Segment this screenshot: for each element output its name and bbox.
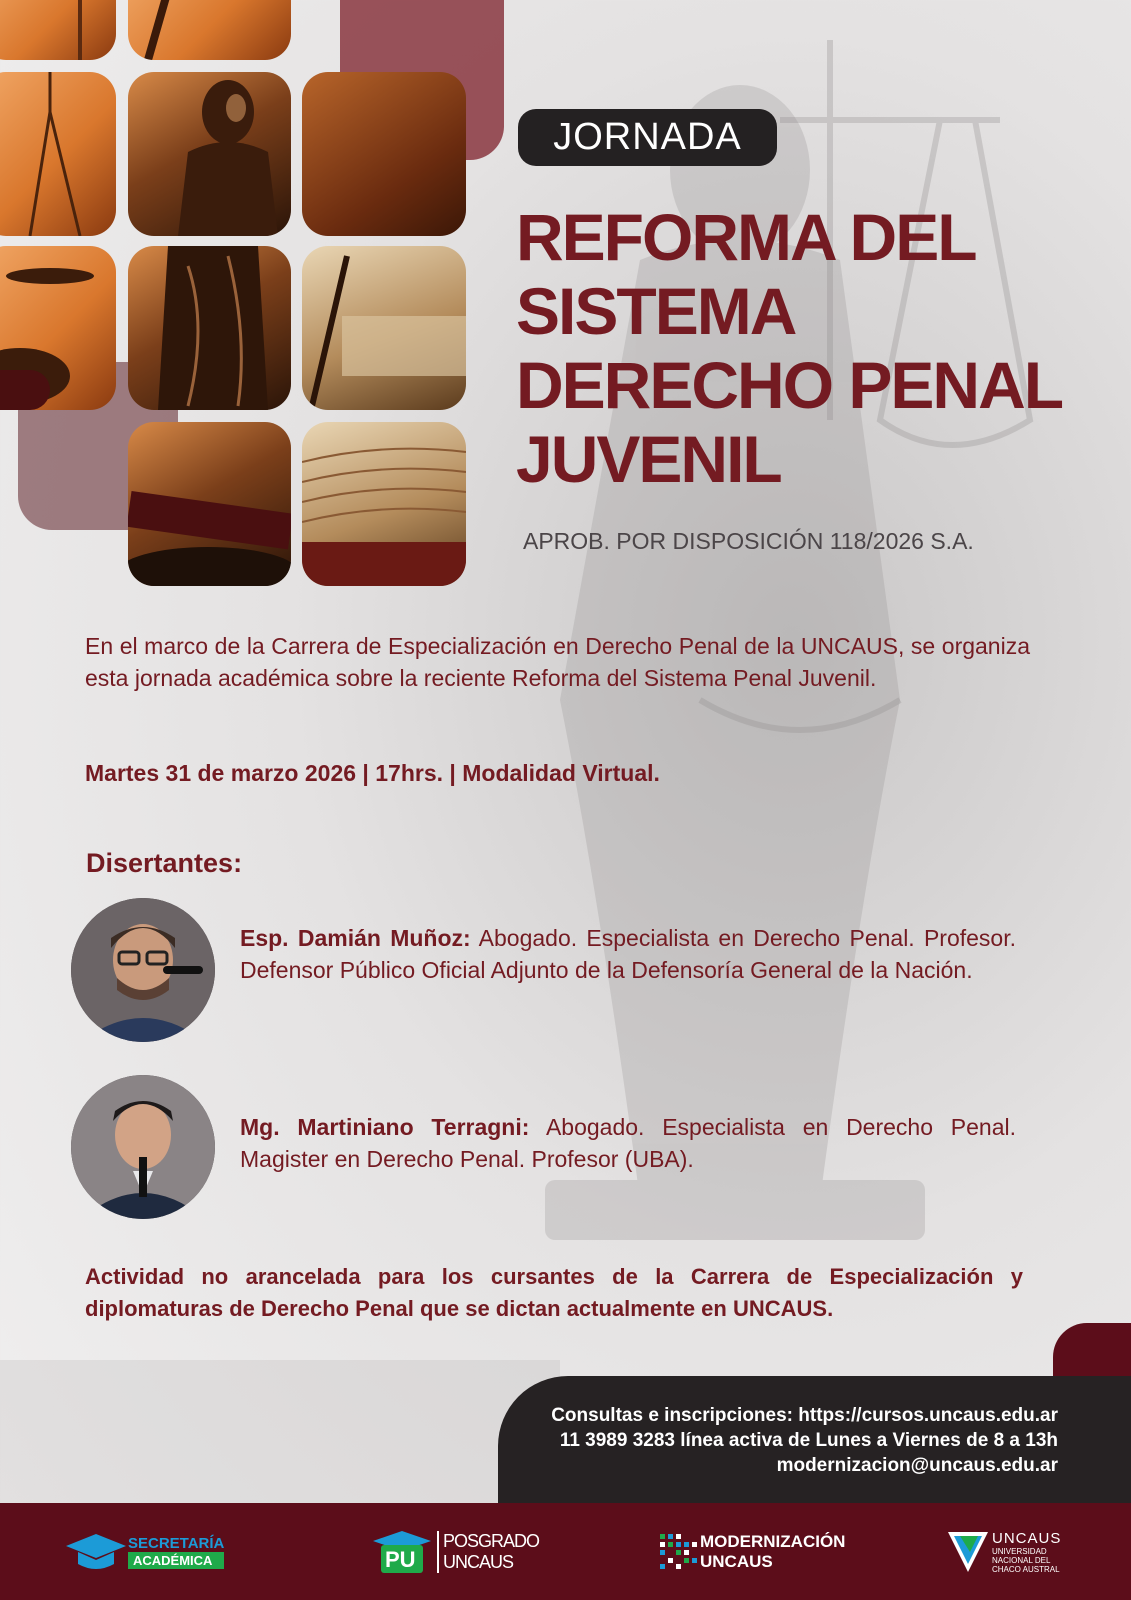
title-line-3: DERECHO PENAL — [516, 348, 1063, 422]
collage-tile-gavel — [128, 422, 291, 586]
collage-tile-scale — [0, 72, 116, 236]
contact-email[interactable]: modernizacion@uncaus.edu.ar — [776, 1455, 1058, 1476]
speaker-1-text — [240, 922, 1016, 986]
intro-paragraph: En el marco de la Carrera de Especialización en Derecho Penal de la UNCAUS, se organiza esta jornada académica sobre la reciente Reforma del Sistema Penal Juvenil. — [85, 633, 1030, 691]
speaker-2-bio: Abogado. Especialista en Derecho Penal. Magister en Derecho Penal. Profesor (UBA). — [240, 1114, 1016, 1172]
uncaus-name: UNCAUS — [992, 1529, 1062, 1547]
approval-text: APROB. POR DISPOSICIÓN 118/2026 S.A. — [523, 528, 974, 554]
contact-phone: 11 3989 3283 línea activa de Lunes a Viernes de 8 a 13h — [559, 1430, 1058, 1451]
free-activity-note: Actividad no arancelada para los cursantes de la Carrera de Especialización y diplomaturas de Derecho Penal que se dictan actualmente en UNCAUS. — [85, 1264, 1023, 1321]
speaker-2-text — [240, 1111, 1016, 1175]
event-details: Martes 31 de marzo 2026 | 17hrs. | Modalidad Virtual. — [85, 760, 660, 786]
modernizacion-line2: UNCAUS — [700, 1551, 773, 1571]
contact-box — [498, 1376, 1131, 1506]
collage-tile-statue-robe — [128, 246, 291, 410]
modernizacion-uncaus-logo — [660, 1503, 845, 1600]
posgrado-line2: UNCAUS — [443, 1551, 514, 1572]
collage-tile-book — [302, 422, 466, 586]
uncaus-line2: NACIONAL DEL — [992, 1555, 1051, 1565]
speaker-1-name: Esp. Damián Muñoz: — [240, 925, 471, 951]
uncaus-shield-icon — [948, 1530, 988, 1574]
uncaus-line3: CHACO AUSTRAL — [992, 1564, 1060, 1574]
uncaus-line1: UNIVERSIDAD — [992, 1546, 1047, 1556]
posgrado-mark-icon — [373, 1529, 431, 1575]
graduation-cap-icon — [66, 1532, 126, 1572]
speaker-2-avatar — [71, 1075, 215, 1219]
contact-enroll-link[interactable]: Consultas e inscripciones: https://cursos.uncaus.edu.ar — [551, 1405, 1058, 1426]
jornada-tag: JORNADA — [518, 109, 777, 166]
secretaria-academica-logo — [66, 1503, 224, 1600]
pixel-grid-icon — [660, 1534, 698, 1570]
collage-tile-scale-chain — [0, 0, 116, 60]
collage-tile-backdrop — [302, 72, 466, 236]
uncaus-logo — [948, 1503, 1061, 1600]
speaker-1-avatar — [71, 898, 215, 1042]
collage-tile-statue-head — [128, 72, 291, 236]
speaker-2-name: Mg. Martiniano Terragni: — [240, 1114, 530, 1140]
posgrado-line1: POSGRADO — [443, 1530, 540, 1551]
modernizacion-line1: MODERNIZACIÓN — [700, 1531, 846, 1551]
posgrado-mark-letters: PU — [385, 1546, 416, 1572]
collage-tile-book-sword — [302, 246, 466, 410]
collage-tile-gavel-head — [0, 370, 50, 410]
speakers-heading: Disertantes: — [86, 848, 243, 878]
title-line-4: JUVENIL — [516, 422, 781, 496]
title-line-1: REFORMA DEL — [516, 200, 976, 274]
footer-bar — [0, 1503, 1131, 1600]
secretaria-line1: SECRETARÍA — [128, 1534, 225, 1552]
posgrado-uncaus-logo — [373, 1503, 539, 1600]
collage-tile-hand — [128, 0, 291, 60]
speaker-1-bio: Abogado. Especialista en Derecho Penal. Profesor. Defensor Público Oficial Adjunto de la Defensoría General de la Nación. — [240, 925, 1017, 983]
secretaria-line2: ACADÉMICA — [128, 1552, 224, 1569]
title-line-2: SISTEMA — [516, 274, 796, 348]
